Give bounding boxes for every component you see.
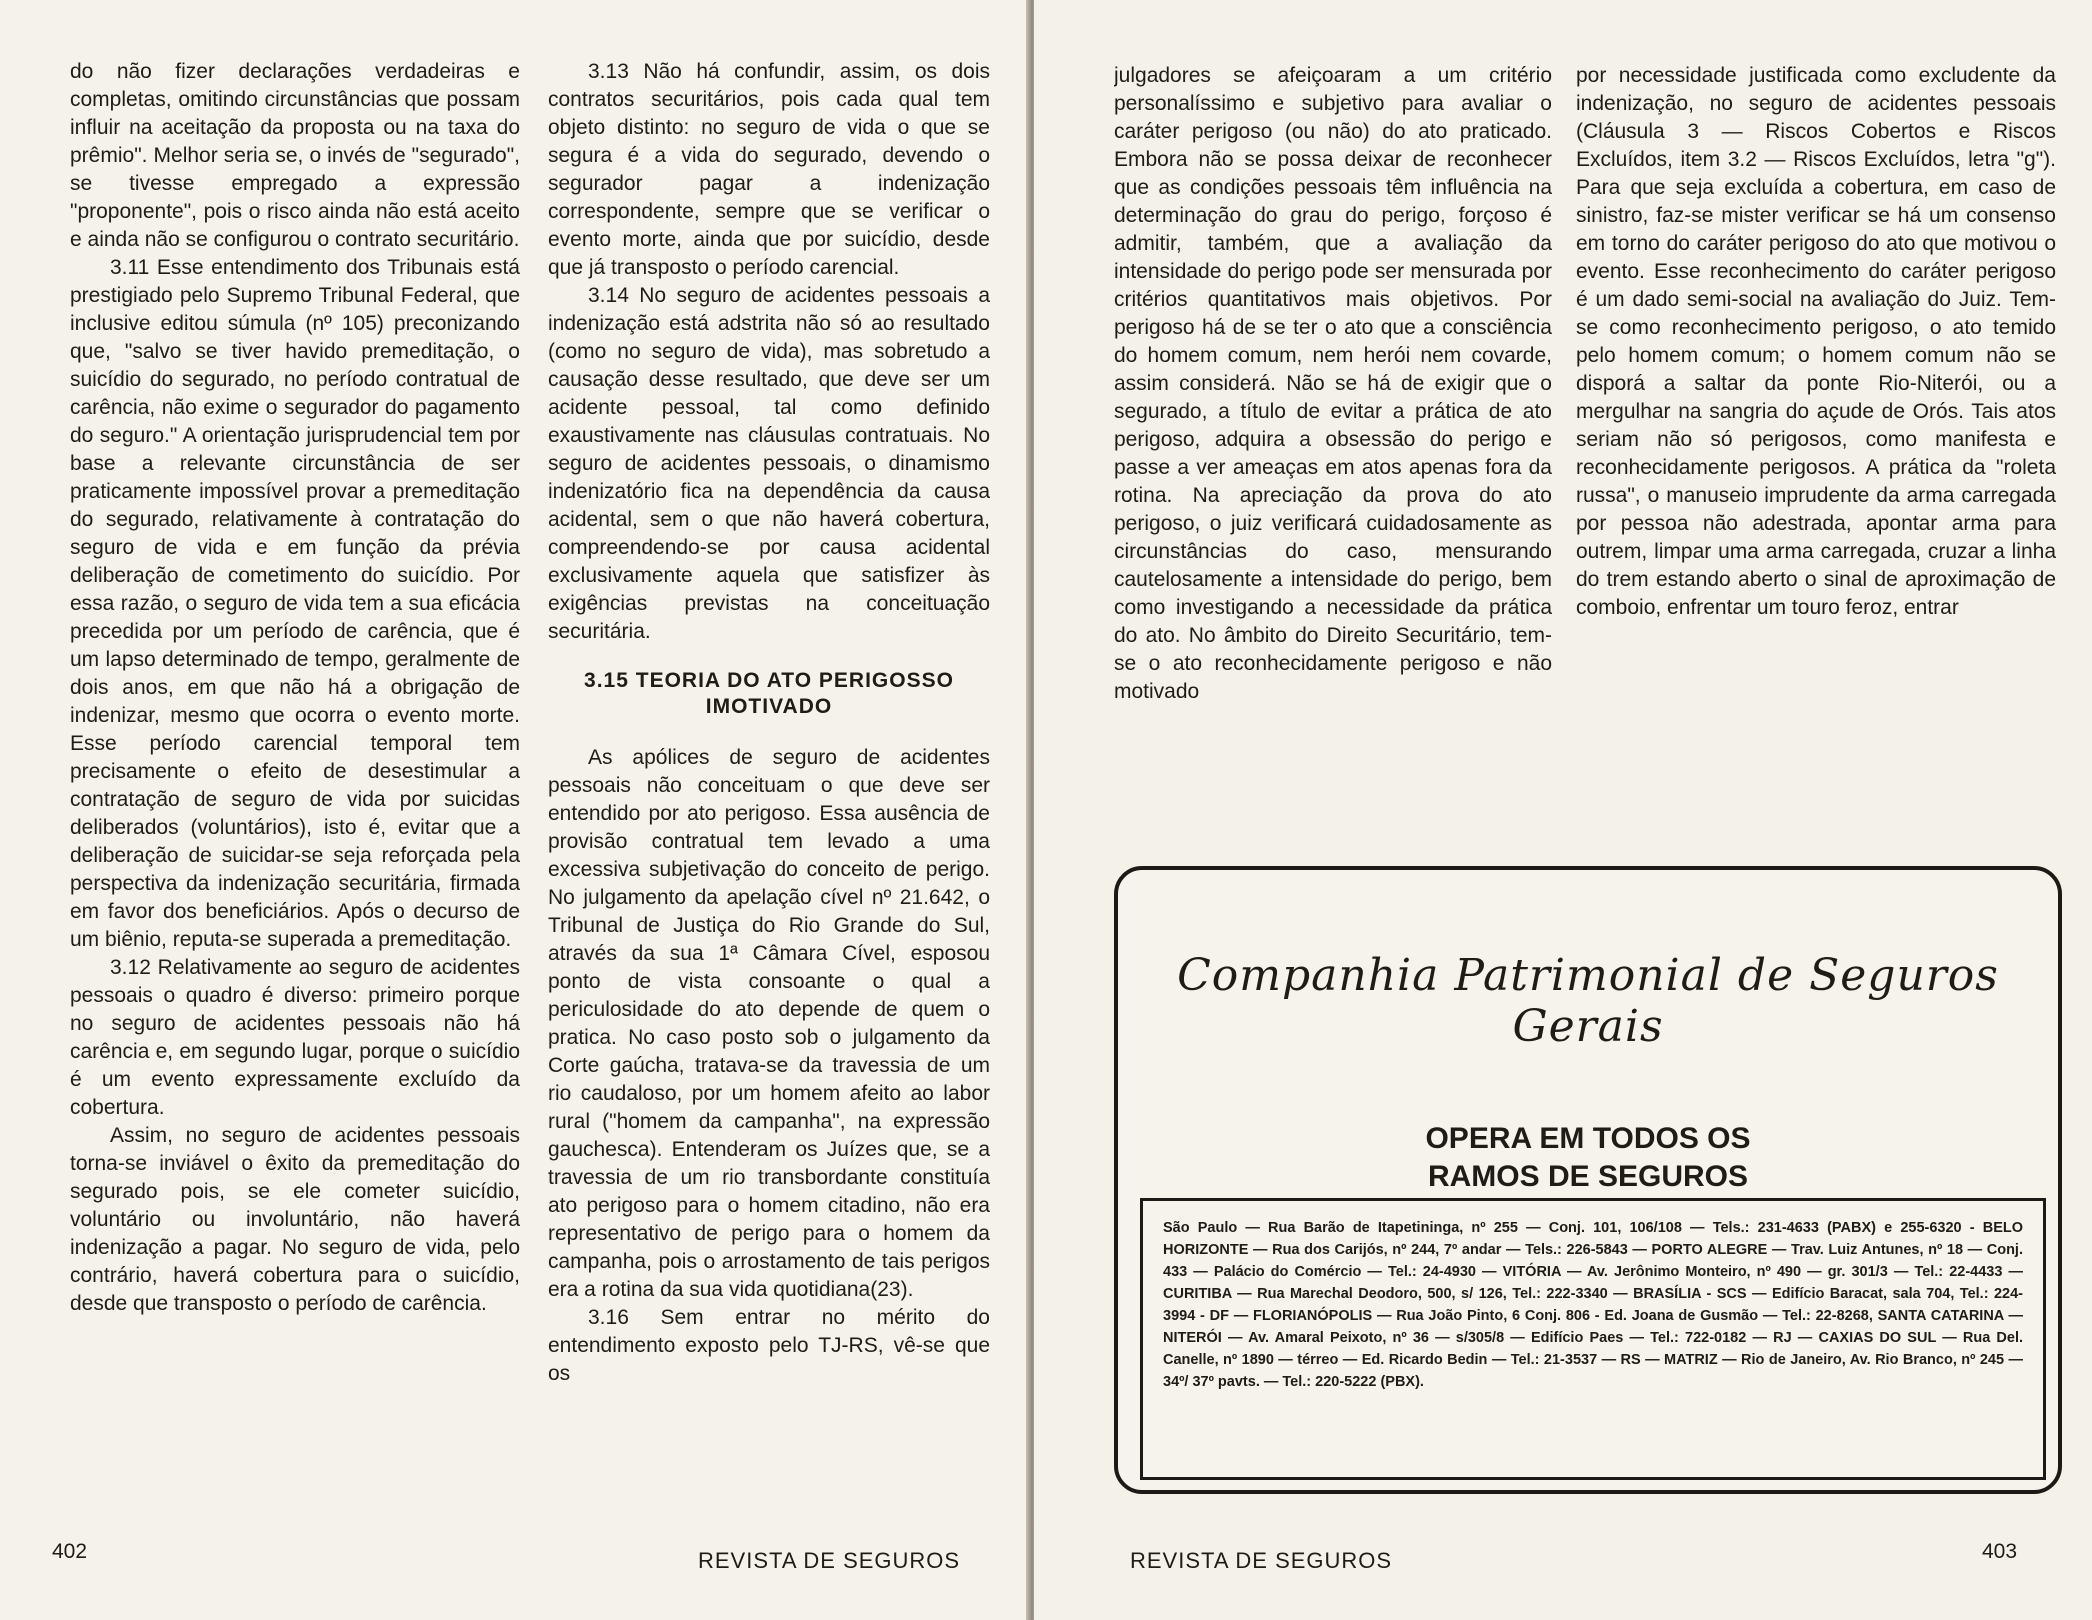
ad-tagline xyxy=(1118,1120,2058,1196)
left-page-column-2 xyxy=(548,58,990,1538)
column-2-bottom-text xyxy=(548,744,990,1388)
branch-addresses: São Paulo — Rua Barão de Itapetininga, nº 255 — Conj. 101, 106/108 — Tels.: 231-4633 (PABX) e 255-6320 - BELO HORIZONTE — Rua dos Carijós, nº 244, 7º andar — Tels.: 226-5843 — PORTO ALEGRE — Trav. Luiz Antunes, nº 18 — Conj. 433 — Palácio do Comércio — Tel.: 24-4930 — VITÓRIA — Av. Jerônimo Monteiro, nº 490 — gr. 301/3 — Tel.: 22-4433 — CURITIBA — Rua Marechal Deodoro, 500, s/ 126, Tel.: 222-3340 — BRASÍLIA - SCS — Edifício Baracat, sala 704, Tel.: 224-3994 - DF — FLORIANÓPOLIS — Rua João Pinto, 6 Conj. 806 - Ed. Joana de Gusmão — Tel.: 22-8268, SANTA CATARINA — NITERÓI — Av. Amaral Peixoto, nº 36 — s/305/8 — Edifício Paes — Tel.: 722-0182 — RJ — CAXIAS DO SUL — Rua Del. Canelle, nº 1890 — térreo — Ed. Ricardo Bedin — Tel.: 21-3537 — RS — MATRIZ — Rio de Janeiro, Av. Rio Branco, nº 245 — 34º/ 37º pavts. — Tel.: 220-5222 (PBX). xyxy=(1140,1198,2046,1480)
paragraph: 3.14 No seguro de acidentes pessoais a indenização está adstrita não só ao resultado (como no seguro de vida), mas sobretudo a causação desse resultado, que deve ser um acidente pessoal, tal como definido exaustivamente nas cláusulas contratuais. No seguro de acidentes pessoais, o dinamismo indenizatório fica na dependência da causa acidental, sem o que não haverá cobertura, compreendendo-se por causa acidental exclusivamente aquela que satisfizer às exigências previstas na conceituação securitária. xyxy=(548,284,990,643)
paragraph: As apólices de seguro de acidentes pessoais não conceituam o que deve ser entendido por ato perigoso. Essa ausência de provisão contratual tem levado a uma excessiva subjetivação do conceito de perigo. No julgamento da apelação cível nº 21.642, o Tribunal de Justiça do Rio Grande do Sul, através da sua 1ª Câmara Cível, esposou ponto de vista consoante o qual a periculosidade do ato depende de quem o pratica. No caso posto sob o julgamento da Corte gaúcha, tratava-se da travessia de um rio caudaloso, por um homem afeito ao labor rural ("homem da campanha", na expressão gauchesca). Entenderam os Juízes que, se a travessia de um rio transbordante constituía ato perigoso para o homem citadino, não era representativo de perigo para o homem da campanha, pois o arrostamento de tais perigos era a rotina da sua vida quotidiana(23). xyxy=(548,746,990,1301)
paragraph: Assim, no seguro de acidentes pessoais torna-se inviável o êxito da premeditação do segurado pois, se ele cometer suicídio, voluntário ou involuntário, não haverá indenização a pagar. No seguro de vida, pelo contrário, haverá cobertura para o suicídio, desde que transposto o período de carência. xyxy=(70,1124,520,1315)
running-footer-right: REVISTA DE SEGUROS xyxy=(1130,1548,1393,1573)
paragraph: do não fizer declarações verdadeiras e completas, omitindo circunstâncias que possam influir na aceitação da proposta ou na taxa do prêmio". Melhor seria se, o invés de "segurado", se tivesse empregado a expressão "proponente", pois o risco ainda não está aceito e ainda não se configurou o contrato securitário. xyxy=(70,60,520,251)
paragraph: 3.11 Esse entendimento dos Tribunais está prestigiado pelo Supremo Tribunal Federal, que inclusive editou súmula (nº 105) preconizando que, "salvo se tiver havido premeditação, o suicídio do segurado, no período contratual de carência, não exime o segurador do pagamento do seguro." A orientação jurisprudencial tem por base a relevante circunstância de ser praticamente impossível provar a premeditação do segurado, relativamente à contratação do seguro de vida e em função da prévia deliberação de cometimento do suicídio. Por essa razão, o seguro de vida tem a sua eficácia precedida por um período de carência, que é um lapso determinado de tempo, geralmente de dois anos, em que não há a obrigação de indenizar, mesmo que ocorra o evento morte. Esse período carencial temporal tem precisamente o efeito de desestimular a contratação de seguro de vida por suicidas deliberados (voluntários), isto é, evitar que a deliberação de suicidar-se seja reforçada pela perspectiva da indenização securitária, firmada em favor dos beneficiários. Após o decurso de um biênio, reputa-se superada a premeditação. xyxy=(70,256,520,951)
paragraph: por necessidade justificada como excludente da indenização, no seguro de acidentes pessoais (Cláusula 3 — Riscos Cobertos e Riscos Excluídos, item 3.2 — Riscos Excluídos, letra "g"). Para que seja excluída a cobertura, em caso de sinistro, faz-se mister verificar se há um consenso em torno do caráter perigoso do ato que motivou o evento. Esse reconhecimento do caráter perigoso é um dado semi-social na avaliação do Juiz. Tem-se como reconhecimento perigoso, o ato temido pelo homem comum; o homem comum não se disporá a saltar da ponte Rio-Niterói, ou a mergulhar na sangria do açude de Orós. Tais atos seriam não só perigosos, como manifesta e reconhecidamente perigosos. A prática da "roleta russa", o manuseio imprudente da arma carregada por pessoa não adestrada, apontar arma para outrem, limpar uma arma carregada, cruzar a linha do trem estando aberto o sinal de aproximação de comboio, enfrentar um touro feroz, entrar xyxy=(1576,64,2056,619)
paragraph: 3.12 Relativamente ao seguro de acidentes pessoais o quadro é diverso: primeiro porque no seguro de acidentes pessoais não há carência e, em segundo lugar, porque o suicídio é um evento expressamente excluído da cobertura. xyxy=(70,956,520,1119)
column-2-top-text xyxy=(548,58,990,646)
advertisement xyxy=(1114,866,2062,1494)
left-page xyxy=(0,0,1030,1620)
company-logo-script: Companhia Patrimonial de Seguros Gerais xyxy=(1177,950,1999,1052)
section-heading: 3.15 TEORIA DO ATO PERIGOSSO IMOTIVADO xyxy=(584,669,954,718)
paragraph: 3.16 Sem entrar no mérito do entendimento exposto pelo TJ-RS, vê-se que os xyxy=(548,1306,990,1385)
ad-tagline-line-1: OPERA EM TODOS OS xyxy=(1425,1122,1751,1155)
left-page-column-1 xyxy=(70,58,520,1518)
paragraph: julgadores se afeiçoaram a um critério personalíssimo e subjetivo para avaliar o caráter perigoso (ou não) do ato praticado. Embora não se possa deixar de reconhecer que as condições pessoais têm influência na determinação do grau do perigo, forçoso é admitir, também, que a avaliação da intensidade do perigo pode ser mensurada por critérios quantitativos mais objetivos. Por perigoso há de se ter o ato que a consciência do homem comum, nem herói nem covarde, assim considerá. Não se há de exigir que o segurado, a título de evitar a prática de ato perigoso, adquira a obsessão do perigo e passe a ver ameaças em atos apenas fora da rotina. Na apreciação da prova do ato perigoso, o juiz verificará cuidadosamente as circunstâncias do caso, mensurando cautelosamente a intensidade do perigo, bem como investigando a necessidade da prática do ato. No âmbito do Direito Securitário, tem-se o ato reconhecidamente perigoso e não motivado xyxy=(1114,64,1552,703)
ad-tagline-line-2: RAMOS DE SEGUROS xyxy=(1427,1160,1749,1193)
paragraph: 3.13 Não há confundir, assim, os dois contratos securitários, pois cada qual tem objeto distinto: no seguro de vida o que se segura é a vida do segurado, devendo o segurador pagar a indenização correspondente, sempre que se verificar o evento morte, ainda que por suicídio, desde que já transposto o período carencial. xyxy=(548,60,990,279)
page-number-left: 402 xyxy=(52,1540,88,1563)
running-footer-left: REVISTA DE SEGUROS xyxy=(698,1548,961,1573)
page-number-right: 403 xyxy=(1982,1540,2018,1563)
right-page-column-2 xyxy=(1576,62,2056,762)
right-page-column-1 xyxy=(1114,62,1552,762)
right-page xyxy=(1034,0,2092,1620)
